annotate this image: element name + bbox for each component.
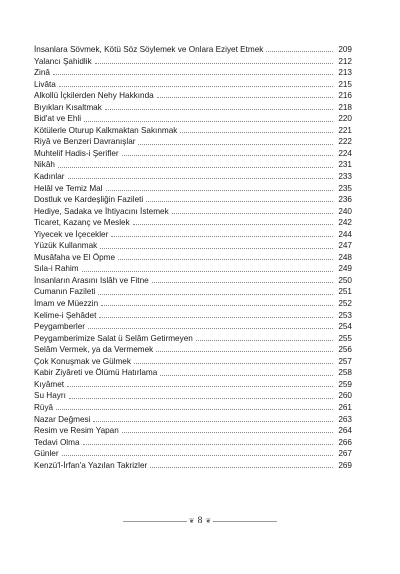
toc-entry-page: 215 [338,79,352,89]
toc-entry [34,229,352,241]
toc-entry-title: Nazar Değmesi [34,414,91,424]
toc-entry-title: Kabir Ziyâreti ve Ölümü Hatırlama [34,368,158,378]
toc-entry [34,263,352,275]
dot-leader [100,242,333,249]
dot-leader [62,449,333,456]
toc-entry [34,437,352,449]
toc-entry-title: Rüyâ [34,402,54,412]
toc-entry-title: Peygamberler [34,322,85,332]
toc-entry [34,125,352,137]
toc-entry-page: 249 [338,264,352,274]
toc-entry-page: 269 [338,460,352,470]
dot-leader [106,184,333,191]
dot-leader [122,426,333,433]
toc-entry-title: Günler [34,449,59,459]
toc-entry-page: 221 [338,125,352,135]
toc-entry-page: 267 [338,449,352,459]
dot-leader [138,138,333,145]
dot-leader [105,103,333,110]
dot-leader [59,80,333,87]
toc-entry-title: Bıyıkları Kısaltmak [34,102,102,112]
toc-entry [34,136,352,148]
toc-entry-page: 235 [338,183,352,193]
dot-leader [56,403,333,410]
toc-entry-page: 236 [338,195,352,205]
toc-entry-title: Musâfaha ve El Öpme [34,252,116,262]
toc-entry-page: 218 [338,102,352,112]
toc-entry [34,321,352,333]
dot-leader [88,322,333,329]
toc-entry [34,356,352,368]
page-number: 8 [197,516,203,526]
dot-leader [266,45,333,52]
dot-leader [118,253,333,260]
dot-leader [99,311,333,318]
toc-entry-page: 253 [338,310,352,320]
toc-entry [34,79,352,91]
dot-leader [84,115,333,122]
toc-entry [34,206,352,218]
toc-entry-page: 258 [338,368,352,378]
toc-entry-page: 255 [338,333,352,343]
toc-entry-title: Kötülerle Oturup Kalkmaktan Sakınmak [34,125,178,135]
toc-entry-title: Tedavi Olma [34,437,80,447]
toc-entry-page: 247 [338,241,352,251]
toc-entry-title: İmam ve Müezzin [34,299,99,309]
dot-leader [98,288,333,295]
dot-leader [150,461,333,468]
dot-leader [111,230,333,237]
toc-entry [34,298,352,310]
toc-entry-title: Kelime-i Şehâdet [34,310,97,320]
toc-entry [34,183,352,195]
toc-entry-title: Yüzük Kullanmak [34,241,98,251]
toc-entry-page: 257 [338,356,352,366]
dot-leader [156,345,333,352]
toc-entry-page: 212 [338,56,352,66]
toc-entry [34,344,352,356]
toc-entry-title: Hediye, Sadaka ve İhtiyacını İstemek [34,206,169,216]
toc-entry-title: Selâm Vermek, ya da Vermemek [34,345,154,355]
footer-rule-right [213,521,277,522]
toc-entry-page: 224 [338,148,352,158]
toc-entry-page: 256 [338,345,352,355]
dot-leader [83,438,333,445]
toc-entry-page: 254 [338,322,352,332]
toc-entry [34,102,352,114]
toc-entry-title: Resim ve Resim Yapan [34,426,119,436]
toc-entry-page: 260 [338,391,352,401]
toc-entry [34,67,352,79]
dot-leader [180,126,333,133]
toc-entry-page: 252 [338,299,352,309]
toc-entry-title: Nikâh [34,160,55,170]
toc-entry-page: 263 [338,414,352,424]
toc-entry [34,414,352,426]
dot-leader [196,334,333,341]
toc-entry-title: İnsanların Arasını Islâh ve Fitne [34,275,149,285]
toc-entry-page: 242 [338,218,352,228]
toc-entry [34,56,352,68]
dot-leader [69,392,333,399]
toc-entry-page: 222 [338,137,352,147]
toc-entry [34,367,352,379]
toc-entry [34,159,352,171]
toc-entry [34,113,352,125]
toc-entry-title: Alkollü İçkilerden Nehy Hakkında [34,91,154,101]
toc-entry-page: 213 [338,68,352,78]
toc-entry [34,425,352,437]
toc-entry-title: Zinâ [34,68,50,78]
dot-leader [95,57,333,64]
toc-entry-page: 266 [338,437,352,447]
dot-leader [68,172,334,179]
toc-entry [34,194,352,206]
toc-entry-page: 240 [338,206,352,216]
toc-entry-page: 220 [338,114,352,124]
toc-entry-page: 231 [338,160,352,170]
toc-entry [34,171,352,183]
toc-entry-title: Kıyâmet [34,379,65,389]
toc-entry [34,448,352,460]
toc-entry-title: Livâta [34,79,56,89]
table-of-contents [34,44,352,471]
toc-entry-title: Riyâ ve Benzeri Davranışlar [34,137,136,147]
toc-entry-title: Helâl ve Temiz Mal [34,183,103,193]
footer-rule-left [123,521,187,522]
dot-leader [53,68,333,75]
dot-leader [157,91,333,98]
dot-leader [122,149,333,156]
toc-entry [34,275,352,287]
toc-entry-title: Su Hayrı [34,391,66,401]
toc-entry-title: Kenzü'l-İrfan'a Yazılan Takrizler [34,460,148,470]
toc-entry [34,390,352,402]
toc-entry-title: Peygamberimize Salat ü Selâm Getirmeyen [34,333,193,343]
dot-leader [133,218,333,225]
dot-leader [67,380,333,387]
toc-entry-title: Kadınlar [34,172,65,182]
dot-leader [93,415,333,422]
toc-entry [34,217,352,229]
toc-entry-page: 233 [338,172,352,182]
toc-entry-page: 264 [338,426,352,436]
toc-entry-page: 209 [338,45,352,54]
dot-leader [101,299,333,306]
dot-leader [152,276,333,283]
ornament-right-icon: ❦ [205,517,212,525]
toc-entry-title: Sıla-i Rahim [34,264,79,274]
dot-leader [172,207,333,214]
toc-entry-title: Bid'at ve Ehli [34,114,82,124]
toc-entry-page: 261 [338,402,352,412]
toc-entry [34,90,352,102]
page-footer [0,514,400,528]
toc-entry [34,402,352,414]
dot-leader [134,357,333,364]
toc-entry-page: 250 [338,275,352,285]
toc-entry [34,44,352,56]
toc-entry-page: 251 [338,287,352,297]
toc-entry-page: 259 [338,379,352,389]
toc-entry-title: Yalancı Şahidlik [34,56,92,66]
toc-entry-title: İnsanlara Sövmek, Kötü Söz Söylemek ve Onlara Eziyet Etmek [34,45,264,54]
toc-entry-title: Cumanın Fazileti [34,287,96,297]
toc-entry [34,148,352,160]
toc-entry-page: 244 [338,229,352,239]
toc-entry-title: Yiyecek ve İçecekler [34,229,109,239]
toc-entry [34,333,352,345]
toc-entry [34,460,352,472]
toc-entry [34,310,352,322]
toc-entry-title: Çok Konuşmak ve Gülmek [34,356,131,366]
toc-entry-page: 248 [338,252,352,262]
dot-leader [82,265,333,272]
toc-entry-title: Dostluk ve Kardeşliğin Fazileti [34,195,144,205]
toc-entry [34,252,352,264]
dot-leader [58,161,333,168]
toc-entry [34,240,352,252]
dot-leader [146,195,333,202]
toc-entry-title: Muhtelif Hadis-i Şerifler [34,148,119,158]
ornament-left-icon: ❦ [188,517,195,525]
toc-entry-title: Ticaret, Kazanç ve Meslek [34,218,130,228]
toc-entry [34,379,352,391]
dot-leader [160,369,333,376]
toc-entry-page: 216 [338,91,352,101]
toc-entry [34,286,352,298]
